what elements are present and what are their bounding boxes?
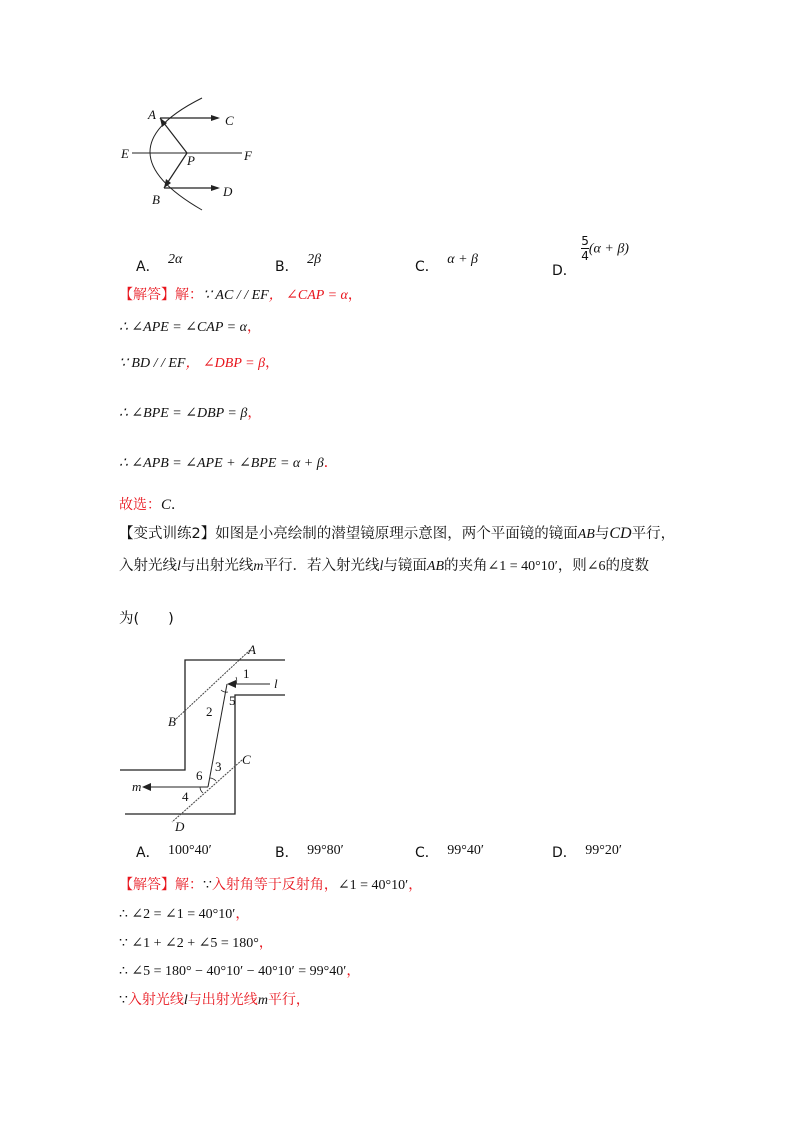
label-c: C <box>225 113 234 128</box>
q2-line2-c: 平行．若入射光线 <box>263 558 380 574</box>
solution-1-line-5 <box>119 452 338 472</box>
solution-1-l4b: ， <box>247 405 262 421</box>
solution-1-line-2 <box>119 316 261 336</box>
q2-option-a[interactable] <box>136 842 212 862</box>
solution-2-l2: ∴ ∠2 = ∠1 = 40°10′ <box>119 907 236 922</box>
q2-option-b[interactable] <box>275 842 344 862</box>
q1-option-d-numerator: 5 <box>581 234 589 248</box>
q2-option-d-value: 99°20′ <box>585 843 622 858</box>
solution-1-l5b: ． <box>323 455 338 471</box>
solution-1-l3a: ∵ BD / / EF <box>119 356 186 371</box>
solution-1-line-3 <box>119 352 279 372</box>
solution-1-l1b: ， ∠CAP = α <box>268 288 348 303</box>
question-2-line-1 <box>119 522 675 543</box>
question-2-line-2 <box>119 554 649 575</box>
solution-1-l3c: ， <box>265 355 280 371</box>
solution-2-line-2 <box>119 903 249 923</box>
solution-1-answer <box>119 494 185 514</box>
solution-2-line-3 <box>119 932 273 952</box>
q2-option-b-value: 99°80′ <box>307 843 344 858</box>
solution-2-line-1 <box>119 874 422 894</box>
q1-option-c[interactable] <box>415 252 479 276</box>
q2-line2-l2: l <box>379 559 384 574</box>
label-a: A <box>148 107 156 122</box>
solution-2-line-4 <box>119 960 360 980</box>
solution-1-answer-end: ． <box>171 497 186 513</box>
q2-line1-end: 平行， <box>631 526 676 542</box>
q1-option-d-rest: (α + β) <box>588 241 629 257</box>
q2-line2-m: m <box>253 559 264 574</box>
q2-line2-l: l <box>177 559 181 574</box>
label-angle-1: 1 <box>243 666 250 681</box>
solution-2-tag: 【解答】 <box>119 877 175 893</box>
solution-2-l1-comma: ， <box>323 877 338 893</box>
q2-option-c-value: 99°40′ <box>447 843 484 858</box>
label-b: B <box>168 714 176 729</box>
solution-1-l2b: ， <box>246 319 261 335</box>
label-l: l <box>274 676 278 691</box>
periscope-upper-edge <box>120 660 285 770</box>
solution-2-l5-red1: 入射光线 <box>127 992 184 1008</box>
figure-1-parabola-diagram <box>110 90 280 220</box>
solution-1-l5a: ∴ ∠APB = ∠APE + ∠BPE = α + β <box>119 456 324 471</box>
solution-2-l4: ∴ ∠5 = 180° − 40°10′ − 40°10′ = 99°40′ <box>119 964 347 979</box>
q2-line2-angle: ∠1 = 40°10′ <box>487 559 558 574</box>
q2-line2-g: 的度数 <box>605 558 650 574</box>
solution-1-line-1 <box>119 284 362 304</box>
solution-1-tag: 【解答】 <box>119 287 175 303</box>
q1-option-d[interactable] <box>552 234 629 279</box>
angle-arc-4 <box>200 787 203 793</box>
q1-option-a[interactable] <box>136 252 183 276</box>
label-angle-3: 3 <box>215 759 222 774</box>
solution-2-l1-eq: ∠1 = 40°10′ <box>337 878 409 893</box>
figure-2-periscope-diagram <box>120 640 295 835</box>
label-d: D <box>175 819 185 834</box>
q2-line2-d: 与镜面 <box>383 558 427 574</box>
solution-2-l5-l: l <box>183 993 188 1008</box>
label-b: B <box>152 192 160 207</box>
q2-option-b-label: B． <box>275 845 299 861</box>
periscope-lower-edge <box>125 695 285 814</box>
solution-2-l5-red3: 平行， <box>267 992 310 1008</box>
angle-arc-1 <box>236 677 237 684</box>
q2-option-d[interactable] <box>552 842 622 862</box>
solution-2-l1-because: ∵ <box>203 878 212 893</box>
solution-2-jie: 解： <box>175 877 203 893</box>
q1-option-b-label: B． <box>275 259 299 275</box>
label-a: A <box>248 642 256 657</box>
solution-2-l4-end: ， <box>346 963 361 979</box>
q2-option-c-label: C． <box>415 845 439 861</box>
solution-2-line-5 <box>119 989 310 1009</box>
solution-1-answer-label: 故选： <box>119 497 161 513</box>
q1-option-c-value: α + β <box>447 252 479 267</box>
arrowhead-ac <box>211 115 220 121</box>
label-p: P <box>187 153 195 168</box>
q2-line2-a: 入射光线 <box>119 558 177 574</box>
q2-option-a-label: A． <box>136 845 160 861</box>
solution-1-l1a: ∵ AC / / EF <box>203 288 269 303</box>
q1-option-c-label: C． <box>415 259 439 275</box>
q1-option-a-label: A． <box>136 259 160 275</box>
q2-line2-angle6: ∠6 <box>586 559 606 574</box>
solution-2-l2-end: ， <box>235 906 250 922</box>
solution-1-l4a: ∴ ∠BPE = ∠DBP = β <box>119 406 248 421</box>
q2-line2-ab: AB <box>426 559 445 574</box>
q2-option-c[interactable] <box>415 842 484 862</box>
solution-2-l3: ∵ ∠1 + ∠2 + ∠5 = 180° <box>119 936 259 951</box>
solution-1-answer-value: C <box>161 497 172 513</box>
solution-2-l5-m: m <box>257 993 268 1008</box>
solution-2-l1-end: ， <box>408 877 423 893</box>
arrowhead-bd <box>211 185 220 191</box>
q2-line1-ab: AB <box>577 527 595 542</box>
label-f: F <box>244 148 252 163</box>
solution-1-l1c: ， <box>347 287 362 303</box>
q2-option-d-label: D． <box>552 845 577 861</box>
label-angle-4: 4 <box>182 789 189 804</box>
q1-option-d-label: D． <box>552 262 577 279</box>
solution-1-jie: 解： <box>175 287 203 303</box>
q1-option-b-value: 2β <box>307 252 322 267</box>
label-angle-2: 2 <box>206 704 213 719</box>
angle-arc-5 <box>221 690 228 692</box>
label-angle-6: 6 <box>196 768 203 783</box>
q2-line1-cd: CD <box>609 525 632 542</box>
q2-line2-e: 的夹角 <box>444 558 488 574</box>
q1-option-b[interactable] <box>275 252 322 276</box>
label-d: D <box>223 184 233 199</box>
solution-2-l5-red2: 与出射光线 <box>187 992 258 1008</box>
angle-arc-3 <box>210 778 216 781</box>
label-angle-5: 5 <box>229 693 236 708</box>
q1-option-d-fraction <box>581 234 589 263</box>
q2-option-a-value: 100°40′ <box>168 843 212 858</box>
solution-2-l1-red: 入射角等于反射角 <box>211 877 324 893</box>
q2-line1-text: 【变式训练2】如图是小亮绘制的潜望镜原理示意图，两个平面镜的镜面 <box>119 526 578 542</box>
arrowhead-l <box>227 680 236 688</box>
solution-1-line-4 <box>119 402 261 422</box>
q2-line2-f: ，则 <box>557 558 587 574</box>
arrowhead-m <box>142 783 151 791</box>
solution-2-l3-end: ， <box>258 935 273 951</box>
q1-option-d-denominator: 4 <box>581 249 589 263</box>
q1-option-a-value: 2α <box>168 252 183 267</box>
label-c: C <box>242 752 251 767</box>
q2-line1-mid: 与 <box>594 526 610 542</box>
question-2-line-3: 为( ) <box>119 611 174 627</box>
solution-1-l3b: ， ∠DBP = β <box>185 356 266 371</box>
solution-2-l5-because: ∵ <box>119 993 128 1008</box>
q2-line2-b: 与出射光线 <box>180 558 254 574</box>
label-m: m <box>132 779 142 794</box>
solution-1-l2a: ∴ ∠APE = ∠CAP = α <box>119 320 247 335</box>
label-e: E <box>121 146 129 161</box>
arrowhead-pb <box>164 179 171 188</box>
